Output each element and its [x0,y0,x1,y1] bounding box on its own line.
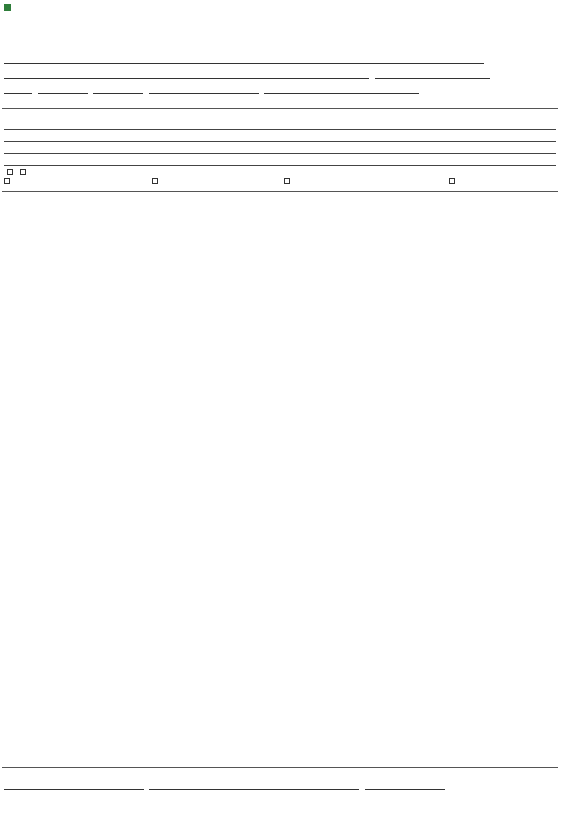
name-row [2,72,492,79]
date-of-exam-field[interactable] [4,57,484,64]
allergy-option-checkbox[interactable] [284,178,290,184]
allergy-yes-checkbox[interactable] [7,169,13,175]
age-field[interactable] [38,87,88,94]
sex-field[interactable] [4,87,32,94]
allergy-question-row [4,169,31,175]
name-field[interactable] [4,72,369,79]
parent-signature-field[interactable] [149,783,359,790]
school-field[interactable] [149,87,259,94]
medicines-line[interactable] [4,157,556,166]
sports-field[interactable] [264,87,419,94]
allergy-option-checkbox[interactable] [4,178,10,184]
medicines-line[interactable] [4,121,556,130]
green-square-icon [4,4,11,11]
athlete-signature-field[interactable] [4,783,144,790]
medicines-line[interactable] [4,145,556,154]
demographics-row [2,87,421,94]
allergy-no-checkbox[interactable] [20,169,26,175]
allergy-option-checkbox[interactable] [449,178,455,184]
date-field[interactable] [365,783,445,790]
medicines-line[interactable] [4,133,556,142]
grade-field[interactable] [93,87,143,94]
allergy-option-checkbox[interactable] [152,178,158,184]
signature-row [2,783,447,790]
history-form [2,0,560,34]
form-header [2,0,560,34]
dob-field[interactable] [375,72,490,79]
date-of-exam-row [2,57,486,64]
medicines-section [2,108,558,192]
